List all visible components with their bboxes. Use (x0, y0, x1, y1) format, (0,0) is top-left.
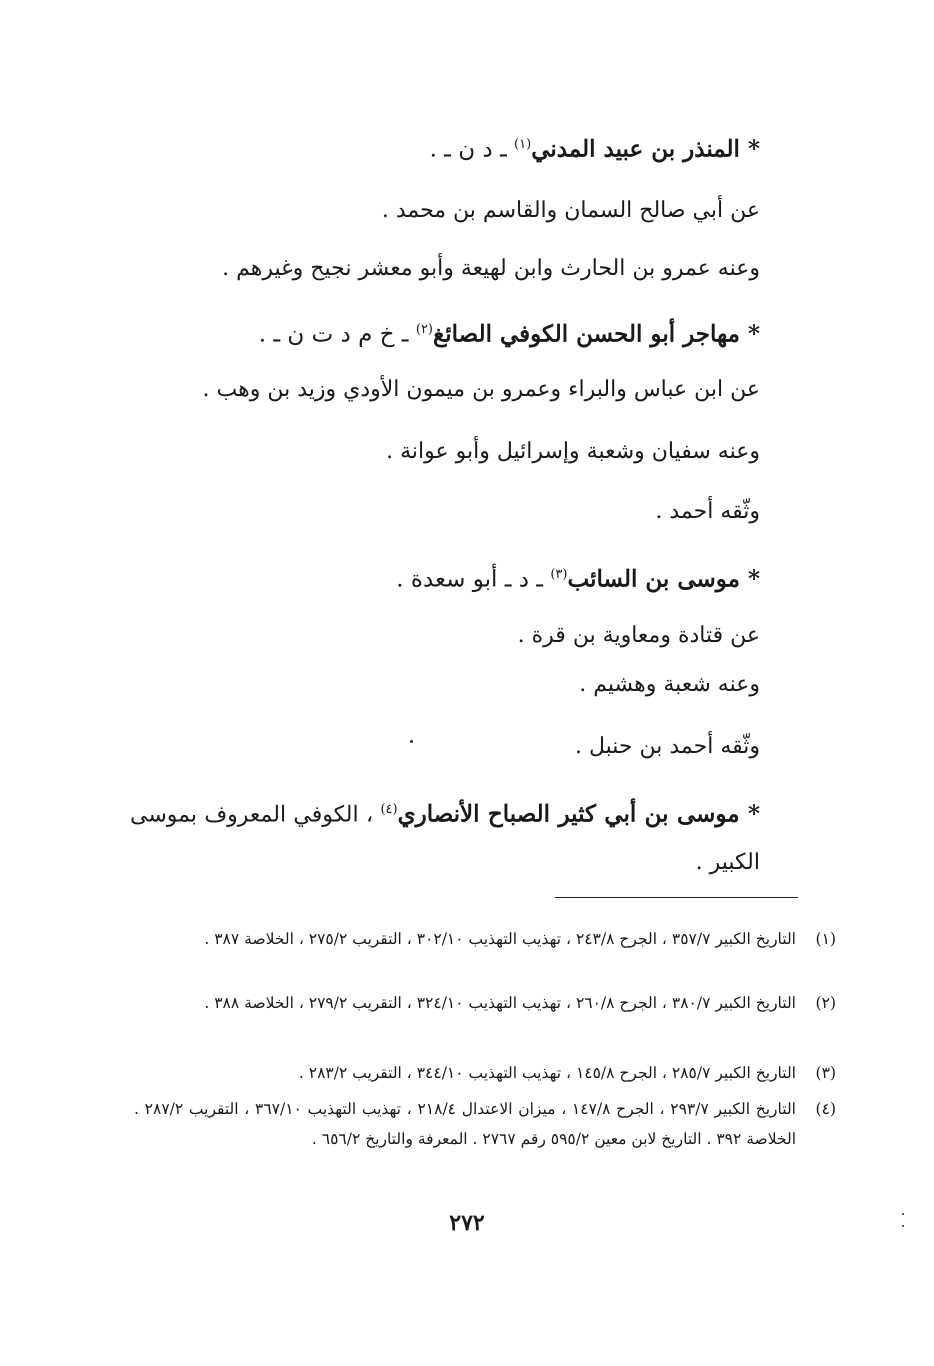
entry-paragraph (130, 786, 760, 887)
footnote-number: (٣) (815, 1064, 836, 1082)
footnote-ref: (٢) (415, 322, 433, 337)
footnote (134, 1058, 836, 1088)
page-number: ٢٧٢ (449, 1210, 485, 1236)
scan-speck (902, 1225, 904, 1227)
scan-speck (902, 1213, 904, 1215)
entry-text-line: عن ابن عباس والبراء وعمرو بن ميمون الأودي وزيد بن وهب . (202, 377, 760, 402)
entry-text-line: وثّقه أحمد . (655, 499, 760, 524)
entry-suffix: ـ خ م د ت ن ـ . (258, 321, 416, 348)
entry-name: * موسى بن السائب (567, 565, 760, 593)
footnote (134, 924, 836, 954)
footnote-text: التاريخ الكبير ٣٥٧/٧ ، الجرح ٢٤٣/٨ ، تهذيب التهذيب ٣٠٢/١٠ ، التقريب ٢٧٥/٢ ، الخلاصة ٣٨٧ . (204, 930, 796, 948)
entry-name: * موسى بن أبي كثير الصباح الأنصاري (397, 800, 761, 828)
entry-text-line: وثّقه أحمد بن حنبل . (574, 734, 760, 759)
entry-heading (259, 315, 760, 350)
footnote-ref: (١) (514, 137, 532, 152)
entry-name: * مهاجر أبو الحسن الكوفي الصائغ (433, 320, 760, 348)
footnote-number: (٤) (815, 1100, 836, 1118)
entry-heading (430, 130, 760, 165)
footnote-text: التاريخ الكبير ٢٩٣/٧ ، الجرح ١٤٧/٨ ، ميزان الاعتدال ٢١٨/٤ ، تهذيب التهذيب ٣٦٧/١٠ ، التقريب ٢٨٧/٢ . الخلاصة ٣٩٢ . التاريخ لابن معين ٥٩٥/٢ رقم ٢٧٦٧ . المعرفة والتاريخ ٦٥٦/٢ . (134, 1100, 796, 1148)
scan-speck (410, 740, 413, 743)
entry-text-line: عن أبي صالح السمان والقاسم بن محمد . (381, 198, 760, 223)
entry-text-line: وعنه عمرو بن الحارث وابن لهيعة وأبو معشر نجيح وغيرهم . (222, 256, 760, 281)
footnote-text: التاريخ الكبير ٢٨٥/٧ ، الجرح ١٤٥/٨ ، تهذيب التهذيب ٣٤٤/١٠ ، التقريب ٢٨٣/٢ . (298, 1064, 796, 1082)
entry-heading (396, 560, 760, 595)
footnote-number: (١) (815, 930, 836, 948)
footnote-text: التاريخ الكبير ٣٨٠/٧ ، الجرح ٢٦٠/٨ ، تهذيب التهذيب ٣٢٤/١٠ ، التقريب ٢٧٩/٢ ، الخلاصة ٣٨٨ . (204, 994, 796, 1012)
footnote-separator (555, 897, 798, 898)
entry-suffix: ـ د ـ أبو سعدة . (396, 566, 551, 593)
entry-name: * المنذر بن عبيد المدني (531, 135, 760, 163)
entry-text-line: وعنه سفيان وشعبة وإسرائيل وأبو عوانة . (386, 439, 760, 464)
footnote-ref: (٤) (380, 802, 398, 817)
footnote (134, 988, 836, 1018)
entry-text-line: وعنه شعبة وهشيم . (579, 672, 760, 697)
entry-suffix: ، الكوفي المعروف بموسى الكبير . (130, 802, 760, 876)
entry-suffix: ـ د ن ـ . (429, 136, 515, 163)
footnote (134, 1094, 836, 1154)
footnote-ref: (٣) (550, 567, 568, 582)
entry-text-line: عن قتادة ومعاوية بن قرة . (517, 623, 760, 648)
footnote-number: (٢) (815, 994, 836, 1012)
